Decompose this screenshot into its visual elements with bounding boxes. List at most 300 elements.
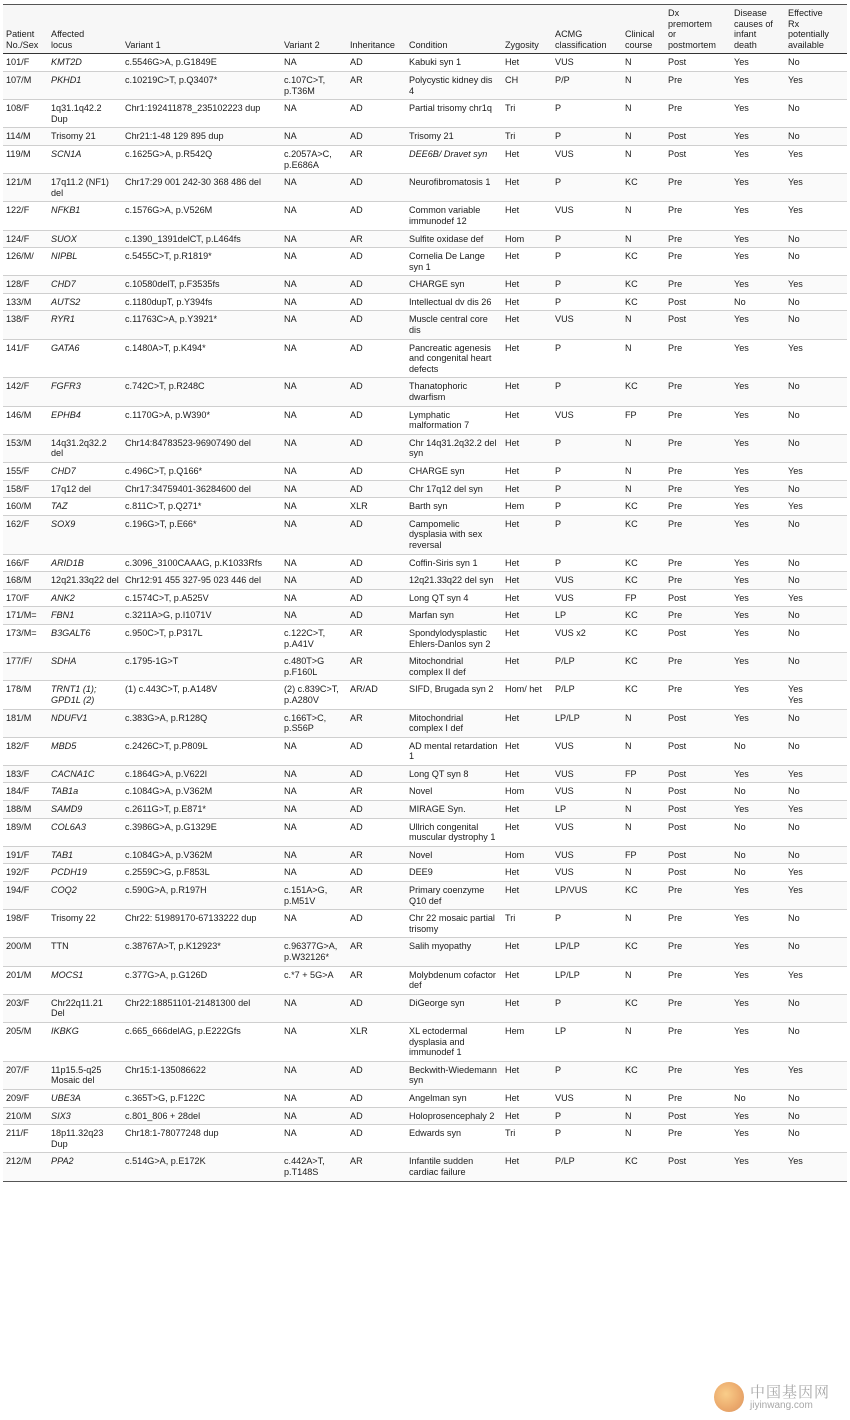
cell-affected-locus: 12q21.33q22 del <box>48 572 122 590</box>
cell-zygosity: Het <box>502 653 552 681</box>
cell-affected-locus: KMT2D <box>48 54 122 72</box>
cell-zygosity: Het <box>502 966 552 994</box>
cell-disease-cause: Yes <box>731 882 785 910</box>
cell-inheritance: AR <box>347 653 406 681</box>
cell-effective-rx: No <box>785 248 847 276</box>
cell-clinical-course: KC <box>622 378 665 406</box>
cell-affected-locus: NDUFV1 <box>48 709 122 737</box>
cell-variant-2: NA <box>281 801 347 819</box>
cell-effective-rx: No <box>785 554 847 572</box>
cell-disease-cause: Yes <box>731 406 785 434</box>
cell-zygosity: Het <box>502 1061 552 1089</box>
cell-clinical-course: N <box>622 230 665 248</box>
cell-patient: 121/M <box>3 174 48 202</box>
cell-condition: Kabuki syn 1 <box>406 54 502 72</box>
cell-affected-locus: RYR1 <box>48 311 122 339</box>
cell-clinical-course: N <box>622 910 665 938</box>
cell-dx-timing: Pre <box>665 1125 731 1153</box>
cell-acmg: P <box>552 378 622 406</box>
cell-patient: 155/F <box>3 463 48 481</box>
table-row <box>3 276 847 294</box>
cell-disease-cause: Yes <box>731 624 785 652</box>
cell-inheritance: AD <box>347 378 406 406</box>
cell-inheritance: AD <box>347 202 406 230</box>
cell-acmg: P <box>552 463 622 481</box>
cell-variant-2: c.2057A>C, p.E686A <box>281 145 347 173</box>
cell-patient: 133/M <box>3 293 48 311</box>
cell-affected-locus: PKHD1 <box>48 71 122 99</box>
cell-zygosity: Het <box>502 434 552 462</box>
cell-inheritance: AD <box>347 765 406 783</box>
cell-patient: 170/F <box>3 589 48 607</box>
cell-acmg: P <box>552 1107 622 1125</box>
cell-condition: Mitochondrial complex I def <box>406 709 502 737</box>
cell-variant-1: c.3096_3100CAAAG, p.K1033Rfs <box>122 554 281 572</box>
cell-affected-locus: AUTS2 <box>48 293 122 311</box>
cell-variant-2: NA <box>281 554 347 572</box>
cell-condition: Beckwith-Wiedemann syn <box>406 1061 502 1089</box>
cell-affected-locus: FGFR3 <box>48 378 122 406</box>
cell-affected-locus: ANK2 <box>48 589 122 607</box>
cell-variant-1: c.1480A>T, p.K494* <box>122 339 281 378</box>
table-row <box>3 434 847 462</box>
cell-clinical-course: N <box>622 818 665 846</box>
cell-variant-2: NA <box>281 994 347 1022</box>
cell-patient: 207/F <box>3 1061 48 1089</box>
cell-inheritance: AD <box>347 248 406 276</box>
cell-variant-1: c.1574C>T, p.A525V <box>122 589 281 607</box>
cell-effective-rx: No <box>785 572 847 590</box>
cell-variant-1: (1) c.443C>T, p.A148V <box>122 681 281 709</box>
cell-zygosity: Tri <box>502 910 552 938</box>
cell-disease-cause: Yes <box>731 128 785 146</box>
cell-dx-timing: Post <box>665 311 731 339</box>
cell-dx-timing: Pre <box>665 966 731 994</box>
cell-inheritance: AR/AD <box>347 681 406 709</box>
header-patient: Patient No./Sex <box>3 5 48 54</box>
table-row <box>3 71 847 99</box>
table-row <box>3 311 847 339</box>
cell-variant-1: c.950C>T, p.P317L <box>122 624 281 652</box>
cell-affected-locus: SAMD9 <box>48 801 122 819</box>
cell-disease-cause: Yes <box>731 709 785 737</box>
cell-variant-2: NA <box>281 589 347 607</box>
table-row <box>3 938 847 966</box>
cell-condition: Partial trisomy chr1q <box>406 100 502 128</box>
cell-zygosity: Hom <box>502 230 552 248</box>
table-row <box>3 572 847 590</box>
table-row <box>3 864 847 882</box>
cell-clinical-course: N <box>622 966 665 994</box>
cell-inheritance: AD <box>347 174 406 202</box>
cell-variant-2: NA <box>281 378 347 406</box>
cell-variant-2: NA <box>281 1022 347 1061</box>
cell-inheritance: AR <box>347 145 406 173</box>
cell-condition: Polycystic kidney dis 4 <box>406 71 502 99</box>
cell-disease-cause: Yes <box>731 1022 785 1061</box>
cell-clinical-course: KC <box>622 882 665 910</box>
header-variant-2: Variant 2 <box>281 5 347 54</box>
cell-effective-rx: No <box>785 783 847 801</box>
cell-affected-locus: CHD7 <box>48 463 122 481</box>
cell-effective-rx: No <box>785 480 847 498</box>
cell-disease-cause: No <box>731 846 785 864</box>
table-row <box>3 653 847 681</box>
cell-effective-rx: Yes <box>785 145 847 173</box>
cell-variant-1: Chr15:1-135086622 <box>122 1061 281 1089</box>
cell-affected-locus: MBD5 <box>48 737 122 765</box>
cell-acmg: VUS <box>552 1089 622 1107</box>
cell-variant-1: c.2611G>T, p.E871* <box>122 801 281 819</box>
cell-effective-rx: Yes <box>785 589 847 607</box>
cell-clinical-course: N <box>622 71 665 99</box>
cell-condition: AD mental retardation 1 <box>406 737 502 765</box>
cell-affected-locus: TAB1 <box>48 846 122 864</box>
cell-affected-locus: CACNA1C <box>48 765 122 783</box>
cell-variant-2: NA <box>281 846 347 864</box>
cell-affected-locus: NIPBL <box>48 248 122 276</box>
cell-affected-locus: TTN <box>48 938 122 966</box>
watermark <box>714 1380 842 1414</box>
cell-dx-timing: Post <box>665 765 731 783</box>
cell-acmg: P/P <box>552 71 622 99</box>
cell-condition: Mitochondrial complex II def <box>406 653 502 681</box>
cell-patient: 158/F <box>3 480 48 498</box>
cell-variant-1: c.1390_1391delCT, p.L464fs <box>122 230 281 248</box>
cell-zygosity: Het <box>502 293 552 311</box>
cell-variant-1: c.3211A>G, p.I1071V <box>122 607 281 625</box>
cell-disease-cause: Yes <box>731 339 785 378</box>
cell-inheritance: AD <box>347 54 406 72</box>
cell-variant-2: NA <box>281 339 347 378</box>
cell-dx-timing: Post <box>665 128 731 146</box>
cell-dx-timing: Post <box>665 145 731 173</box>
cell-affected-locus: 17q11.2 (NF1) del <box>48 174 122 202</box>
cell-patient: 212/M <box>3 1153 48 1181</box>
table-row <box>3 202 847 230</box>
cell-clinical-course: N <box>622 311 665 339</box>
cell-acmg: P <box>552 515 622 554</box>
cell-zygosity: Het <box>502 515 552 554</box>
cell-dx-timing: Pre <box>665 1061 731 1089</box>
cell-inheritance: AD <box>347 128 406 146</box>
cell-affected-locus: SDHA <box>48 653 122 681</box>
cell-variant-2: c.107C>T, p.T36M <box>281 71 347 99</box>
cell-patient: 192/F <box>3 864 48 882</box>
cell-zygosity: Het <box>502 1089 552 1107</box>
cell-clinical-course: FP <box>622 765 665 783</box>
cell-zygosity: Hem <box>502 498 552 516</box>
cell-clinical-course: FP <box>622 589 665 607</box>
cell-variant-1: c.514G>A, p.E172K <box>122 1153 281 1181</box>
cell-variant-1: Chr17:29 001 242-30 368 486 del <box>122 174 281 202</box>
cell-condition: Chr 22 mosaic partial trisomy <box>406 910 502 938</box>
cell-disease-cause: Yes <box>731 801 785 819</box>
cell-clinical-course: N <box>622 145 665 173</box>
cell-variant-2: c.122C>T, p.A41V <box>281 624 347 652</box>
cell-dx-timing: Post <box>665 846 731 864</box>
cell-clinical-course: KC <box>622 607 665 625</box>
cell-affected-locus: SOX9 <box>48 515 122 554</box>
cell-acmg: P <box>552 248 622 276</box>
cell-condition: Barth syn <box>406 498 502 516</box>
cell-effective-rx: No <box>785 737 847 765</box>
cell-variant-1: c.10219C>T, p.Q3407* <box>122 71 281 99</box>
cell-disease-cause: Yes <box>731 54 785 72</box>
cell-patient: 181/M <box>3 709 48 737</box>
cell-variant-1: Chr21:1-48 129 895 dup <box>122 128 281 146</box>
cell-dx-timing: Pre <box>665 174 731 202</box>
cell-affected-locus: COQ2 <box>48 882 122 910</box>
cell-zygosity: Het <box>502 1107 552 1125</box>
table-row <box>3 1153 847 1181</box>
cell-variant-2: NA <box>281 480 347 498</box>
table-row <box>3 818 847 846</box>
cell-inheritance: AD <box>347 1089 406 1107</box>
cell-disease-cause: Yes <box>731 653 785 681</box>
cell-dx-timing: Post <box>665 783 731 801</box>
cell-zygosity: Tri <box>502 128 552 146</box>
cell-effective-rx: No <box>785 1125 847 1153</box>
cell-zygosity: Het <box>502 339 552 378</box>
cell-zygosity: Het <box>502 1153 552 1181</box>
cell-patient: 178/M <box>3 681 48 709</box>
cell-acmg: P <box>552 910 622 938</box>
cell-inheritance: AD <box>347 515 406 554</box>
cell-disease-cause: Yes <box>731 498 785 516</box>
cell-dx-timing: Pre <box>665 71 731 99</box>
cell-clinical-course: N <box>622 128 665 146</box>
cell-dx-timing: Pre <box>665 554 731 572</box>
cell-zygosity: Het <box>502 801 552 819</box>
cell-acmg: LP/LP <box>552 966 622 994</box>
cell-effective-rx: No <box>785 846 847 864</box>
cell-patient: 200/M <box>3 938 48 966</box>
cell-condition: Lymphatic malformation 7 <box>406 406 502 434</box>
cell-dx-timing: Pre <box>665 1089 731 1107</box>
cell-patient: 194/F <box>3 882 48 910</box>
cell-inheritance: AD <box>347 572 406 590</box>
cell-variant-1: Chr12:91 455 327-95 023 446 del <box>122 572 281 590</box>
cell-inheritance: AD <box>347 737 406 765</box>
cell-variant-1: c.10580delT, p.F3535fs <box>122 276 281 294</box>
cell-variant-1: Chr22:18851101-21481300 del <box>122 994 281 1022</box>
cell-dx-timing: Pre <box>665 480 731 498</box>
cell-patient: 162/F <box>3 515 48 554</box>
cell-variant-1: c.1170G>A, p.W390* <box>122 406 281 434</box>
cell-zygosity: Het <box>502 145 552 173</box>
cell-condition: Novel <box>406 846 502 864</box>
cell-inheritance: XLR <box>347 498 406 516</box>
cell-condition: Long QT syn 4 <box>406 589 502 607</box>
table-body <box>3 54 847 1181</box>
table-row <box>3 463 847 481</box>
table-row <box>3 248 847 276</box>
cell-zygosity: Het <box>502 737 552 765</box>
cell-dx-timing: Pre <box>665 202 731 230</box>
cell-condition: Muscle central core dis <box>406 311 502 339</box>
cell-effective-rx: No <box>785 1107 847 1125</box>
cell-disease-cause: No <box>731 293 785 311</box>
cell-dx-timing: Pre <box>665 572 731 590</box>
cell-variant-2: NA <box>281 783 347 801</box>
cell-effective-rx: No <box>785 311 847 339</box>
cell-inheritance: AD <box>347 589 406 607</box>
table-header-row <box>3 5 847 54</box>
cell-effective-rx: No <box>785 434 847 462</box>
cell-inheritance: AR <box>347 624 406 652</box>
table-row <box>3 966 847 994</box>
cell-disease-cause: No <box>731 818 785 846</box>
cell-disease-cause: Yes <box>731 554 785 572</box>
table-row <box>3 498 847 516</box>
cell-condition: Pancreatic agenesis and congenital heart defects <box>406 339 502 378</box>
cell-condition: DEE6B/ Dravet syn <box>406 145 502 173</box>
cell-patient: 191/F <box>3 846 48 864</box>
cell-affected-locus: UBE3A <box>48 1089 122 1107</box>
cell-acmg: P <box>552 1061 622 1089</box>
cell-patient: 114/M <box>3 128 48 146</box>
cell-variant-2: NA <box>281 100 347 128</box>
cell-variant-2: c.166T>C, p.S56P <box>281 709 347 737</box>
cell-acmg: VUS <box>552 864 622 882</box>
cell-dx-timing: Pre <box>665 100 731 128</box>
cell-effective-rx: No <box>785 910 847 938</box>
cell-disease-cause: Yes <box>731 311 785 339</box>
cell-affected-locus: FBN1 <box>48 607 122 625</box>
cell-zygosity: Het <box>502 994 552 1022</box>
cell-variant-2: NA <box>281 818 347 846</box>
cell-clinical-course: N <box>622 100 665 128</box>
cell-disease-cause: Yes <box>731 515 785 554</box>
cell-dx-timing: Post <box>665 1153 731 1181</box>
cell-inheritance: AD <box>347 1061 406 1089</box>
cell-variant-1: c.1795-1G>T <box>122 653 281 681</box>
cell-affected-locus: CHD7 <box>48 276 122 294</box>
cell-acmg: VUS <box>552 589 622 607</box>
cell-condition: Marfan syn <box>406 607 502 625</box>
cell-patient: 122/F <box>3 202 48 230</box>
cell-disease-cause: Yes <box>731 276 785 294</box>
cell-clinical-course: KC <box>622 248 665 276</box>
cell-variant-1: c.2426C>T, p.P809L <box>122 737 281 765</box>
cell-inheritance: AR <box>347 938 406 966</box>
cell-acmg: VUS x2 <box>552 624 622 652</box>
cell-zygosity: Tri <box>502 100 552 128</box>
cell-variant-2: NA <box>281 293 347 311</box>
cell-effective-rx: No <box>785 624 847 652</box>
cell-patient: 189/M <box>3 818 48 846</box>
cell-condition: Common variable immunodef 12 <box>406 202 502 230</box>
cell-disease-cause: Yes <box>731 480 785 498</box>
table-row <box>3 515 847 554</box>
cell-variant-2: NA <box>281 864 347 882</box>
cell-patient: 205/M <box>3 1022 48 1061</box>
cell-variant-1: c.1084G>A, p.V362M <box>122 846 281 864</box>
cell-affected-locus: COL6A3 <box>48 818 122 846</box>
cell-patient: 209/F <box>3 1089 48 1107</box>
cell-zygosity: Het <box>502 54 552 72</box>
cell-acmg: P <box>552 100 622 128</box>
cell-affected-locus: MOCS1 <box>48 966 122 994</box>
header-condition: Condition <box>406 5 502 54</box>
cell-acmg: LP/LP <box>552 709 622 737</box>
cell-inheritance: AD <box>347 1125 406 1153</box>
cell-acmg: P <box>552 1125 622 1153</box>
cell-dx-timing: Post <box>665 709 731 737</box>
cell-clinical-course: N <box>622 1107 665 1125</box>
cell-zygosity: CH <box>502 71 552 99</box>
cell-clinical-course: KC <box>622 938 665 966</box>
cell-disease-cause: Yes <box>731 1107 785 1125</box>
cell-inheritance: XLR <box>347 1022 406 1061</box>
cell-effective-rx: No <box>785 293 847 311</box>
cell-patient: 126/M/ <box>3 248 48 276</box>
cell-clinical-course: KC <box>622 681 665 709</box>
cell-patient: 184/F <box>3 783 48 801</box>
cell-patient: 124/F <box>3 230 48 248</box>
table-row <box>3 174 847 202</box>
cell-clinical-course: N <box>622 1125 665 1153</box>
table-row <box>3 1089 847 1107</box>
cell-inheritance: AD <box>347 801 406 819</box>
cell-variant-1: c.196G>T, p.E66* <box>122 515 281 554</box>
cell-zygosity: Tri <box>502 1125 552 1153</box>
cell-variant-2: NA <box>281 765 347 783</box>
cell-condition: Primary coenzyme Q10 def <box>406 882 502 910</box>
cell-variant-1: c.383G>A, p.R128Q <box>122 709 281 737</box>
cell-zygosity: Het <box>502 463 552 481</box>
cell-acmg: LP/LP <box>552 938 622 966</box>
cell-acmg: P <box>552 554 622 572</box>
cell-variant-2: NA <box>281 607 347 625</box>
cell-affected-locus: 14q31.2q32.2 del <box>48 434 122 462</box>
cell-variant-2: NA <box>281 1089 347 1107</box>
cell-dx-timing: Pre <box>665 653 731 681</box>
cell-acmg: VUS <box>552 765 622 783</box>
table-row <box>3 293 847 311</box>
cell-condition: DEE9 <box>406 864 502 882</box>
cell-disease-cause: Yes <box>731 1125 785 1153</box>
cell-variant-1: c.3986G>A, p.G1329E <box>122 818 281 846</box>
cell-variant-2: NA <box>281 1125 347 1153</box>
cell-condition: XL ectodermal dysplasia and immunodef 1 <box>406 1022 502 1061</box>
table-row <box>3 1107 847 1125</box>
cell-clinical-course: N <box>622 801 665 819</box>
cell-patient: 211/F <box>3 1125 48 1153</box>
cell-patient: 160/M <box>3 498 48 516</box>
cell-disease-cause: Yes <box>731 71 785 99</box>
cell-zygosity: Het <box>502 624 552 652</box>
cell-condition: CHARGE syn <box>406 463 502 481</box>
table-row <box>3 1061 847 1089</box>
cell-clinical-course: KC <box>622 653 665 681</box>
cell-affected-locus: Trisomy 21 <box>48 128 122 146</box>
cell-dx-timing: Pre <box>665 938 731 966</box>
cell-condition: MIRAGE Syn. <box>406 801 502 819</box>
cell-affected-locus: Chr22q11.21 Del <box>48 994 122 1022</box>
cell-patient: 107/M <box>3 71 48 99</box>
cell-patient: 198/F <box>3 910 48 938</box>
cell-variant-1: c.11763C>A, p.Y3921* <box>122 311 281 339</box>
cell-disease-cause: No <box>731 783 785 801</box>
cell-clinical-course: KC <box>622 515 665 554</box>
cell-inheritance: AD <box>347 994 406 1022</box>
cell-clinical-course: KC <box>622 276 665 294</box>
watermark-logo-icon <box>714 1382 744 1412</box>
cell-effective-rx: No <box>785 938 847 966</box>
cell-affected-locus: TRNT1 (1); GPD1L (2) <box>48 681 122 709</box>
